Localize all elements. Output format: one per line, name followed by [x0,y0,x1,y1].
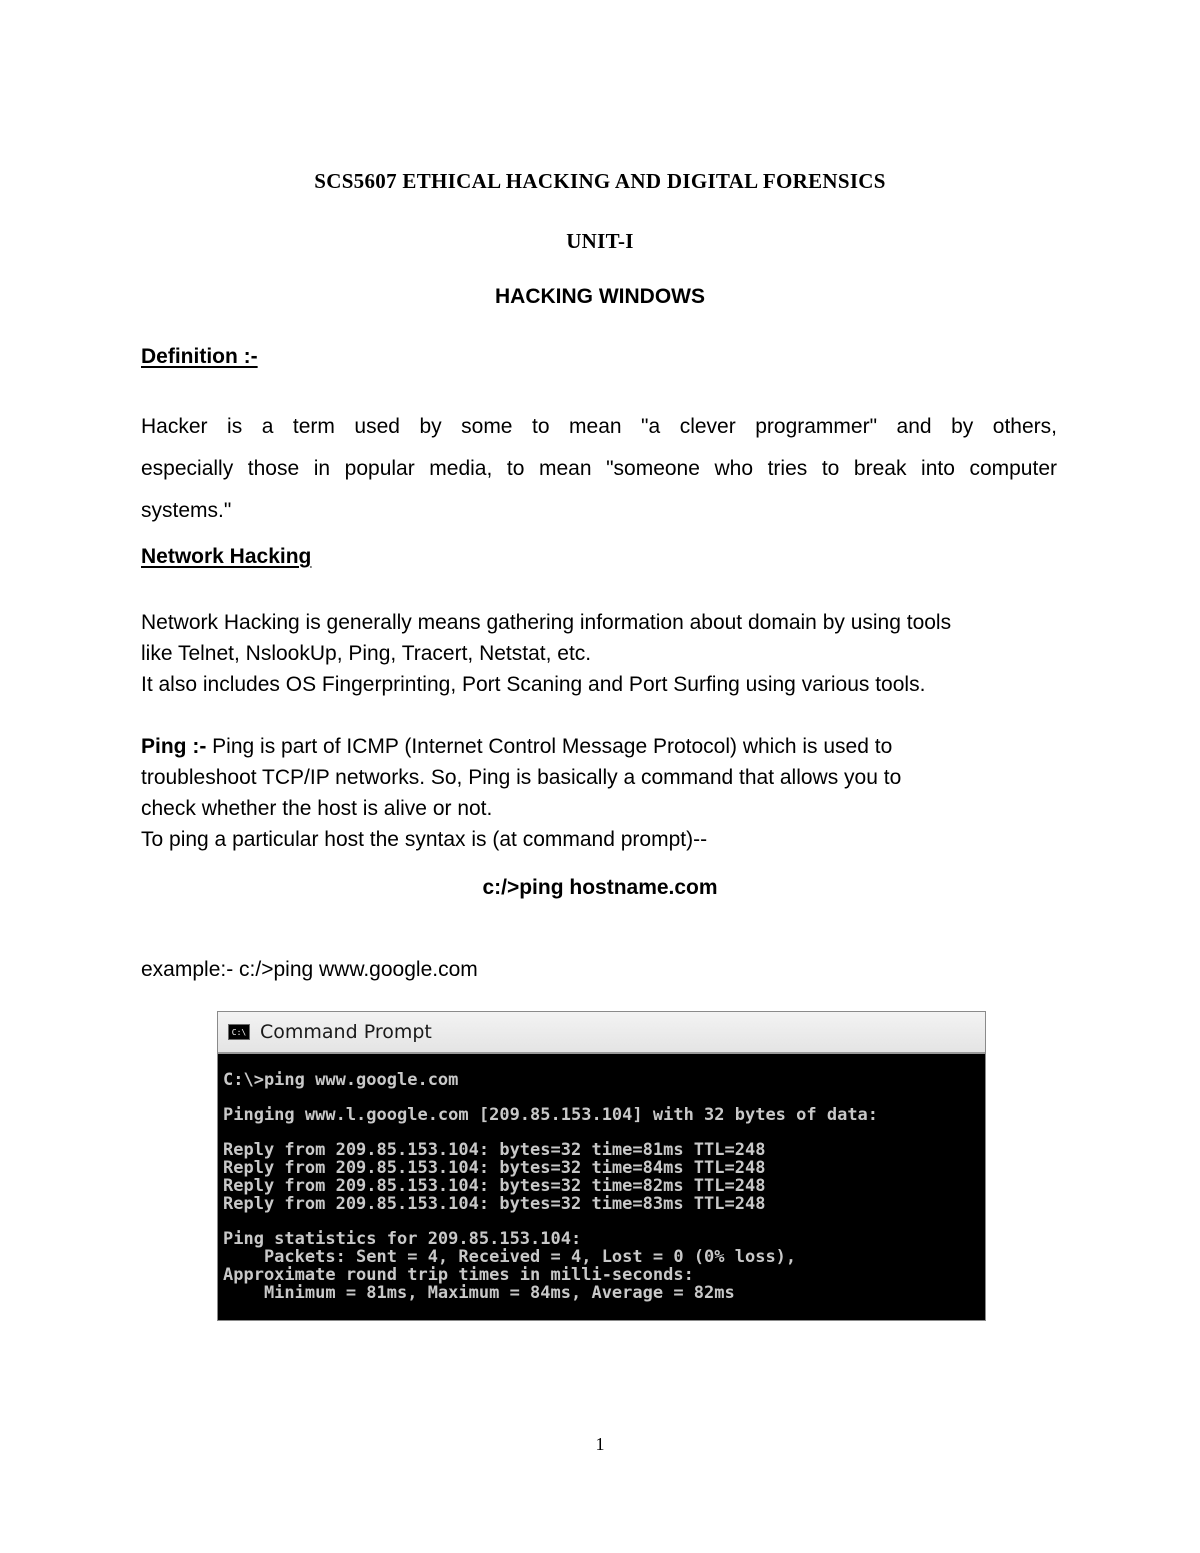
command-prompt-output [218,1054,985,1302]
definition-heading: Definition :- [141,345,258,368]
ping-line: To ping a particular host the syntax is (at command prompt)-- [141,828,708,851]
ping-syntax: c:/>ping hostname.com [482,876,718,899]
network-hacking-line: It also includes OS Fingerprinting, Port Scaning and Port Surfing using various tools. [141,673,926,696]
cmd-stats-line: Minimum = 81ms, Maximum = 84ms, Average = 82ms [223,1283,735,1303]
command-prompt-titlebar [218,1012,985,1054]
command-prompt-screenshot [217,1011,986,1321]
network-hacking-heading: Network Hacking [141,545,312,568]
definition-line: systems." [141,499,232,522]
network-hacking-paragraph [141,607,1057,700]
definition-line: especially those in popular media, to mean "someone who tries to break into computer [141,457,1057,480]
course-title: SCS5607 ETHICAL HACKING AND DIGITAL FORENSICS [314,169,886,193]
network-hacking-line: like Telnet, NslookUp, Ping, Tracert, Netstat, etc. [141,642,592,665]
unit-title: UNIT-I [566,229,634,253]
cmd-pinging-line: Pinging www.l.google.com [209.85.153.104] with 32 bytes of data: [223,1105,879,1125]
page-number: 1 [595,1434,605,1454]
ping-line: check whether the host is alive or not. [141,797,493,820]
ping-line: troubleshoot TCP/IP networks. So, Ping is basically a command that allows you to [141,766,902,789]
cmd-stats-line: Packets: Sent = 4, Received = 4, Lost = 0 (0% loss), [223,1247,797,1267]
ping-line-rest: Ping is part of ICMP (Internet Control Message Protocol) which is used to [206,735,893,758]
command-prompt-icon: C:\ [228,1024,250,1040]
cmd-command-line: C:\>ping www.google.com [223,1070,459,1090]
definition-paragraph [141,406,1057,532]
cmd-stats-line: Approximate round trip times in milli-seconds: [223,1265,694,1285]
ping-example: example:- c:/>ping www.google.com [141,958,478,981]
command-prompt-title: Command Prompt [260,1021,432,1043]
definition-line: Hacker is a term used by some to mean "a clever programmer" and by others, [141,415,1057,438]
cmd-reply-line: Reply from 209.85.153.104: bytes=32 time=81ms TTL=248 [223,1140,766,1160]
ping-line-first [141,731,1057,762]
cmd-reply-line: Reply from 209.85.153.104: bytes=32 time=83ms TTL=248 [223,1194,766,1214]
cmd-reply-line: Reply from 209.85.153.104: bytes=32 time=82ms TTL=248 [223,1176,766,1196]
cmd-stats-line: Ping statistics for 209.85.153.104: [223,1229,582,1249]
ping-paragraph [141,731,1057,855]
topic-title: HACKING WINDOWS [495,285,705,308]
ping-label: Ping :- [141,735,207,758]
network-hacking-line: Network Hacking is generally means gathering information about domain by using tools [141,611,952,634]
cmd-reply-line: Reply from 209.85.153.104: bytes=32 time=84ms TTL=248 [223,1158,766,1178]
